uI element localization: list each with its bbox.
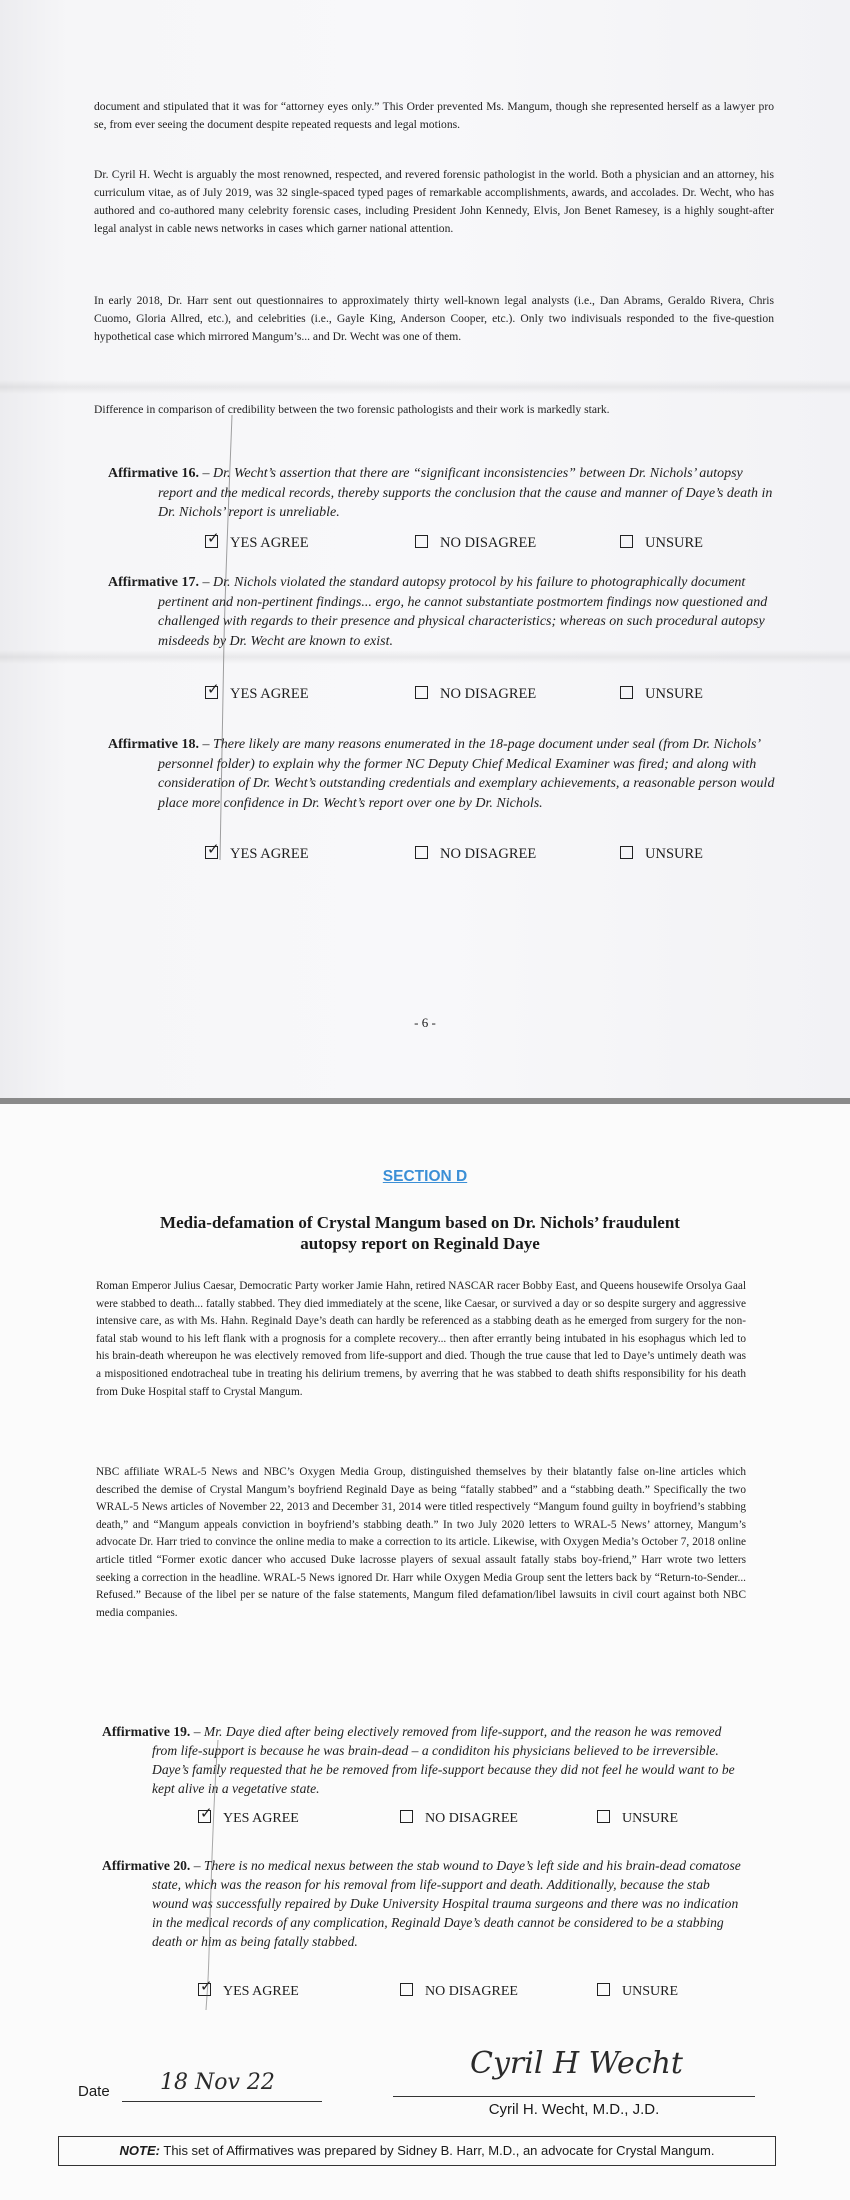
affirmative-text: – Dr. Nichols violated the standard autopsy protocol by his failure to photographically document pertinent and non-pertinent findings... ergo, he cannot substantiate postmortem findings now questioned and challenged with regards to their presence and physical characteristics; whereas on such procedural autopsy misdeeds by Dr. Wecht are known to exist.	[158, 575, 768, 649]
paragraph: Roman Emperor Julius Caesar, Democratic Party worker Jamie Hahn, retired NASCAR racer Bobby East, and Queens housewife Orsolya Gaal were stabbed to death... fatally stabbed. They died immediately at the scene, like Caesar, or survived a day or so despite surgery and aggressive intensive care, as with Ms. Hahn. Reginald Daye’s death can hardly be referenced as a stabbing death as he emerged from surgery for the non-fatal stab wound to his left flank with a prognosis for a complete recovery... then after errantly being intubated in his esophagus which led to his brain-death whereupon he was electively removed from life-support and died. Though the true cause that led to Daye’s untimely death was a mispositioned endotracheal tube in treating his delirium tremens, by averring that he was stabbed to death shifts responsibility for his death from Duke Hospital staff to Crystal Mangum.	[96, 1280, 746, 1398]
paragraph: NBC affiliate WRAL-5 News and NBC’s Oxygen Media Group, distinguished themselves by their blatantly false on-line articles which described the demise of Crystal Mangum’s boyfriend Reginald Daye as being “fatally stabbed” and a “stabbing death.” Specifically the two WRAL-5 News articles of November 22, 2013 and December 31, 2014 were titled respectively “Mangum found guilty in boyfriend’s stabbing death,” and “Mangum appeals conviction in boyfriend’s stabbing death.” In two July 2020 letters to WRAL-5 News’ attorney, Mangum’s advocate Dr. Harr tried to convince the online media to make a correction to its article. Likewise, with Oxygen Media’s October 7, 2018 online article titled “Former exotic dancer who accused Duke lacrosse players of sexual assault fatally stabs boy-friend,” Harr wrote two letters seeking a correction in the headline. WRAL-5 News ignored Dr. Harr while Oxygen Media Group sent the letters back by “Return-to-Sender... Refused.” Because of the libel per se nature of the false statements, Mangum filed defamation/libel lawsuits in civil court against both NBC media companies.	[96, 1466, 746, 1619]
yes-agree-option[interactable]: ✓YES AGREE	[198, 1983, 299, 2000]
affirmative-label: Affirmative 17.	[108, 575, 199, 590]
affirmative-text: – Mr. Daye died after being electively removed from life-support, and the reason he was removed from life-support is because he was brain-dead – a condiditon his physicians believed to be irreversible. Daye’s family requested that he be removed from life-support because they did not feel he would want to be kept alive in a vegetative state.	[152, 1724, 735, 1796]
paragraph: document and stipulated that it was for “attorney eyes only.” This Order prevented Ms. Mangum, though she represented herself as a lawyer pro se, from ever seeing the document despite repeated requests and legal motions.	[94, 100, 774, 131]
preparer-note	[58, 2136, 776, 2166]
unsure-option[interactable]: UNSURE	[620, 846, 703, 863]
unsure-option[interactable]: UNSURE	[597, 1983, 678, 2000]
handwritten-signature: Cyril H Wecht	[470, 2046, 683, 2081]
paragraph: Dr. Cyril H. Wecht is arguably the most renowned, respected, and revered forensic pathologist in the world. Both a physician and an attorney, his curriculum vitae, as of July 2019, was 32 single-spaced typed pages of remarkable accomplishments, awards, and accolades. Dr. Wecht, who has authored and co-authored many celebrity forensic cases, including President John Kennedy, Elvis, Jon Benet Ramesey, is a highly sought-after legal analyst in cable news networks in cases which garner national attention.	[94, 168, 774, 235]
signer-name: Cyril H. Wecht, M.D., J.D.	[488, 2101, 660, 2118]
handwritten-date: 18 Nov 22	[160, 2070, 275, 2095]
document-page-7	[0, 1104, 850, 2200]
yes-agree-option[interactable]: ✓YES AGREE	[205, 846, 309, 863]
note-label: NOTE:	[119, 2143, 160, 2158]
affirmative-text: – Dr. Wecht’s assertion that there are “significant inconsistencies” between Dr. Nichols’ autopsy report and the medical records, thereby supports the conclusion that the cause and manner of Daye’s death in Dr. Nichols’ report is unreliable.	[158, 466, 773, 520]
unsure-option[interactable]: UNSURE	[620, 686, 703, 703]
pen-stroke-mark	[0, 1700, 850, 2030]
no-disagree-option[interactable]: NO DISAGREE	[415, 846, 536, 863]
paragraph: Difference in comparison of credibility between the two forensic pathologists and their work is markedly stark.	[94, 403, 610, 416]
yes-agree-option[interactable]: ✓YES AGREE	[205, 686, 309, 703]
yes-agree-option[interactable]: ✓YES AGREE	[205, 535, 309, 552]
yes-agree-option[interactable]: ✓YES AGREE	[198, 1810, 299, 1827]
note-text: This set of Affirmatives was prepared by Sidney B. Harr, M.D., an advocate for Crystal Mangum.	[163, 2143, 715, 2158]
paragraph: In early 2018, Dr. Harr sent out questionnaires to approximately thirty well-known legal analysts (i.e., Dan Abrams, Geraldo Rivera, Chris Cuomo, Gloria Allred, etc.), and celebrities (i.e., Gayle King, Anderson Cooper, etc.). Only two indivisuals responded to the five-question hypothetical case which mirrored Mangum’s... and Dr. Wecht was one of them.	[94, 294, 774, 343]
affirmative-label: Affirmative 19.	[102, 1724, 191, 1739]
date-label: Date	[78, 2083, 110, 2100]
unsure-option[interactable]: UNSURE	[620, 535, 703, 552]
no-disagree-option[interactable]: NO DISAGREE	[415, 535, 536, 552]
affirmative-label: Affirmative 20.	[102, 1858, 191, 1873]
no-disagree-option[interactable]: NO DISAGREE	[400, 1810, 518, 1827]
affirmative-label: Affirmative 18.	[108, 737, 199, 752]
date-line	[122, 2101, 322, 2102]
affirmative-label: Affirmative 16.	[108, 466, 199, 481]
no-disagree-option[interactable]: NO DISAGREE	[400, 1983, 518, 2000]
affirmative-text: – There likely are many reasons enumerated in the 18-page document under seal (from Dr. Nichols’ personnel folder) to explain why the former NC Deputy Chief Medical Examiner was fired; and along with consideration of Dr. Wecht’s outstanding credentials and exemplary achievements, a reasonable person would place more confidence in Dr. Wecht’s report over one by Dr. Nichols.	[158, 737, 775, 811]
signature-line	[393, 2096, 755, 2097]
page-number: - 6 -	[414, 1015, 436, 1030]
section-title[interactable]: SECTION D	[382, 1168, 468, 1185]
affirmative-text: – There is no medical nexus between the stab wound to Daye’s left side and his brain-dead comatose state, which was the reason for his removal from life-support and death. Additionally, because the stab wound was successfully repaired by Duke University Hospital trauma surgeons and there was no indication in the medical records of any complication, Reginald Daye’s death cannot be considered to be a stabbing death or him as being fatally stabbed.	[152, 1858, 741, 1949]
document-page-6	[0, 0, 850, 1098]
pen-stroke-mark	[0, 0, 850, 1098]
section-heading: Media-defamation of Crystal Mangum based on Dr. Nichols’ fraudulent autopsy report on Reginald Daye	[160, 1213, 680, 1253]
unsure-option[interactable]: UNSURE	[597, 1810, 678, 1827]
no-disagree-option[interactable]: NO DISAGREE	[415, 686, 536, 703]
